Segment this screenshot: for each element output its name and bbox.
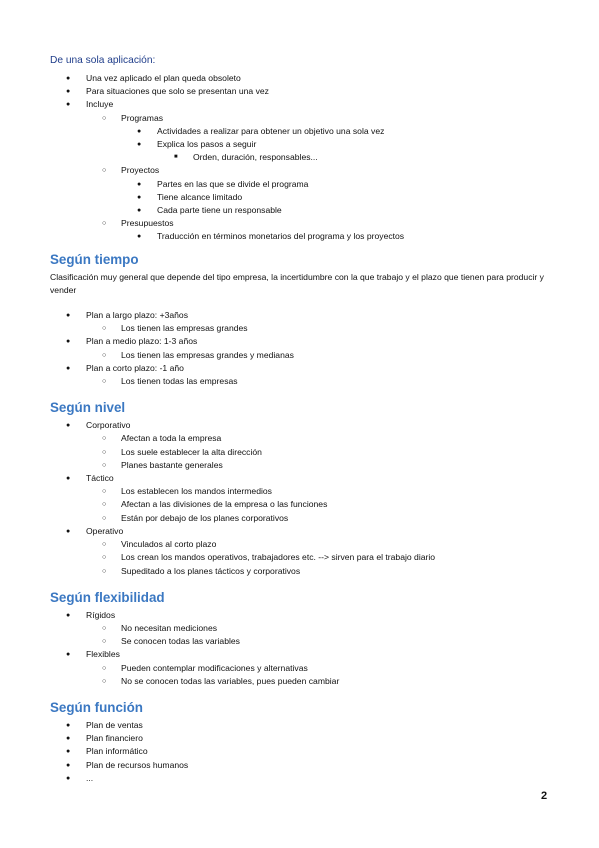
sublist-incluye: [86, 112, 560, 244]
heading-segun-funcion: Según función: [50, 699, 143, 715]
list-funcion: [50, 719, 560, 785]
paragraph-tiempo: Clasificación muy general que depende del tipo empresa, la incertidumbre con la que trabajo y el plazo que tienen para producir y vender: [50, 271, 544, 295]
list-item: ● Partes en las que se divide el programa: [157, 178, 560, 191]
list-item: ○ No se conocen todas las variables, pues pueden cambiar: [121, 675, 560, 688]
sublist: [86, 322, 560, 335]
list-item: ● Explica los pasos a seguir ■ Orden, duración, responsables...: [157, 138, 560, 164]
list-item: ○ Pueden contemplar modificaciones y alternativas: [121, 662, 560, 675]
list-item: ○ Los tienen las empresas grandes y medianas: [121, 349, 560, 362]
heading-segun-tiempo: Según tiempo: [50, 251, 139, 267]
list-tiempo: [50, 309, 560, 388]
list-item: ○ Vinculados al corto plazo: [121, 538, 560, 551]
list-item: ● Incluye ○ Programas ● Actividades a realizar para obtener un objetivo una sola vez ● Explica los pasos a seguir ■ Orden, duración, responsables... ○ Proyectos ● Partes en las que se divide el programa ● Tiene alcance limitado ● Cada parte tiene un responsable ○ Presupuestos ● Traducción en términos monetarios del programa y los proyectos: [86, 98, 560, 243]
page-content: [50, 54, 560, 785]
sublist: [86, 622, 560, 648]
list-item: ● Plan a largo plazo: +3años ○ Los tienen las empresas grandes: [86, 309, 560, 335]
list-item: ● Táctico ○ Los establecen los mandos intermedios ○ Afectan a las divisiones de la empresa o las funciones ○ Están por debajo de los planes corporativos: [86, 472, 560, 525]
list-item: ○ Supeditado a los planes tácticos y corporativos: [121, 565, 560, 578]
list-item: ○ Afectan a toda la empresa: [121, 432, 560, 445]
list-item: ● Tiene alcance limitado: [157, 191, 560, 204]
heading-segun-flexibilidad: Según flexibilidad: [50, 589, 165, 605]
list-item: ○ Afectan a las divisiones de la empresa o las funciones: [121, 498, 560, 511]
sublist: [86, 349, 560, 362]
list-item: ○ Presupuestos ● Traducción en términos monetarios del programa y los proyectos: [121, 217, 560, 243]
list-item: ● Actividades a realizar para obtener un objetivo una sola vez: [157, 125, 560, 138]
sublist: [86, 538, 560, 578]
list-flexibilidad: [50, 609, 560, 688]
list-item: ● Plan informático: [86, 745, 560, 758]
subheading-single-use: De una sola aplicación:: [50, 55, 156, 66]
list-item: ○ Los tienen las empresas grandes: [121, 322, 560, 335]
list-item: ○ Los establecen los mandos intermedios: [121, 485, 560, 498]
heading-segun-nivel: Según nivel: [50, 400, 126, 416]
list-nivel: [50, 419, 560, 577]
list-item: ○ Programas ● Actividades a realizar para obtener un objetivo una sola vez ● Explica los pasos a seguir ■ Orden, duración, responsables...: [121, 112, 560, 165]
list-item: ○ Los suele establecer la alta dirección: [121, 446, 560, 459]
list-item: ● Rígidos ○ No necesitan mediciones ○ Se conocen todas las variables: [86, 609, 560, 649]
list-item: ○ No necesitan mediciones: [121, 622, 560, 635]
list-item: ● Plan a medio plazo: 1-3 años ○ Los tienen las empresas grandes y medianas: [86, 335, 560, 361]
list-item: ○ Están por debajo de los planes corporativos: [121, 512, 560, 525]
list-item: ● Para situaciones que solo se presentan una vez: [86, 85, 560, 98]
sublist: [86, 485, 560, 525]
sublist: [86, 662, 560, 688]
list-item: ● Una vez aplicado el plan queda obsoleto: [86, 72, 560, 85]
sublist-programas: [121, 125, 560, 165]
list-item: ● Plan financiero: [86, 732, 560, 745]
list-item: ● Flexibles ○ Pueden contemplar modificaciones y alternativas ○ No se conocen todas las variables, pues pueden cambiar: [86, 648, 560, 688]
sublist: [86, 432, 560, 472]
list-item: ○ Planes bastante generales: [121, 459, 560, 472]
sublist-proyectos: [121, 178, 560, 218]
list-item: ○ Se conocen todas las variables: [121, 635, 560, 648]
list-item: ● Corporativo ○ Afectan a toda la empresa ○ Los suele establecer la alta dirección ○ Planes bastante generales: [86, 419, 560, 472]
page-number: 2: [541, 790, 548, 802]
list-item: ○ Proyectos ● Partes en las que se divide el programa ● Tiene alcance limitado ● Cada parte tiene un responsable: [121, 164, 560, 217]
list-item: ● Cada parte tiene un responsable: [157, 204, 560, 217]
sublist-presupuestos: [121, 230, 560, 243]
sublist: [86, 375, 560, 388]
list-item: ● ...: [86, 772, 560, 785]
list-item: ● Plan de ventas: [86, 719, 560, 732]
list-item: ■ Orden, duración, responsables...: [193, 151, 560, 164]
list-item: ● Traducción en términos monetarios del programa y los proyectos: [157, 230, 560, 243]
sublist-pasos: [157, 151, 560, 164]
list-item: ● Operativo ○ Vinculados al corto plazo ○ Los crean los mandos operativos, trabajadores etc. --> sirven para el trabajo diario ○ Supeditado a los planes tácticos y corporativos: [86, 525, 560, 578]
list-item: ● Plan a corto plazo: -1 año ○ Los tienen todas las empresas: [86, 362, 560, 388]
list-single-use: [50, 72, 560, 244]
list-item: ● Plan de recursos humanos: [86, 759, 560, 772]
list-item: ○ Los tienen todas las empresas: [121, 375, 560, 388]
list-item: ○ Los crean los mandos operativos, trabajadores etc. --> sirven para el trabajo diario: [121, 551, 560, 564]
